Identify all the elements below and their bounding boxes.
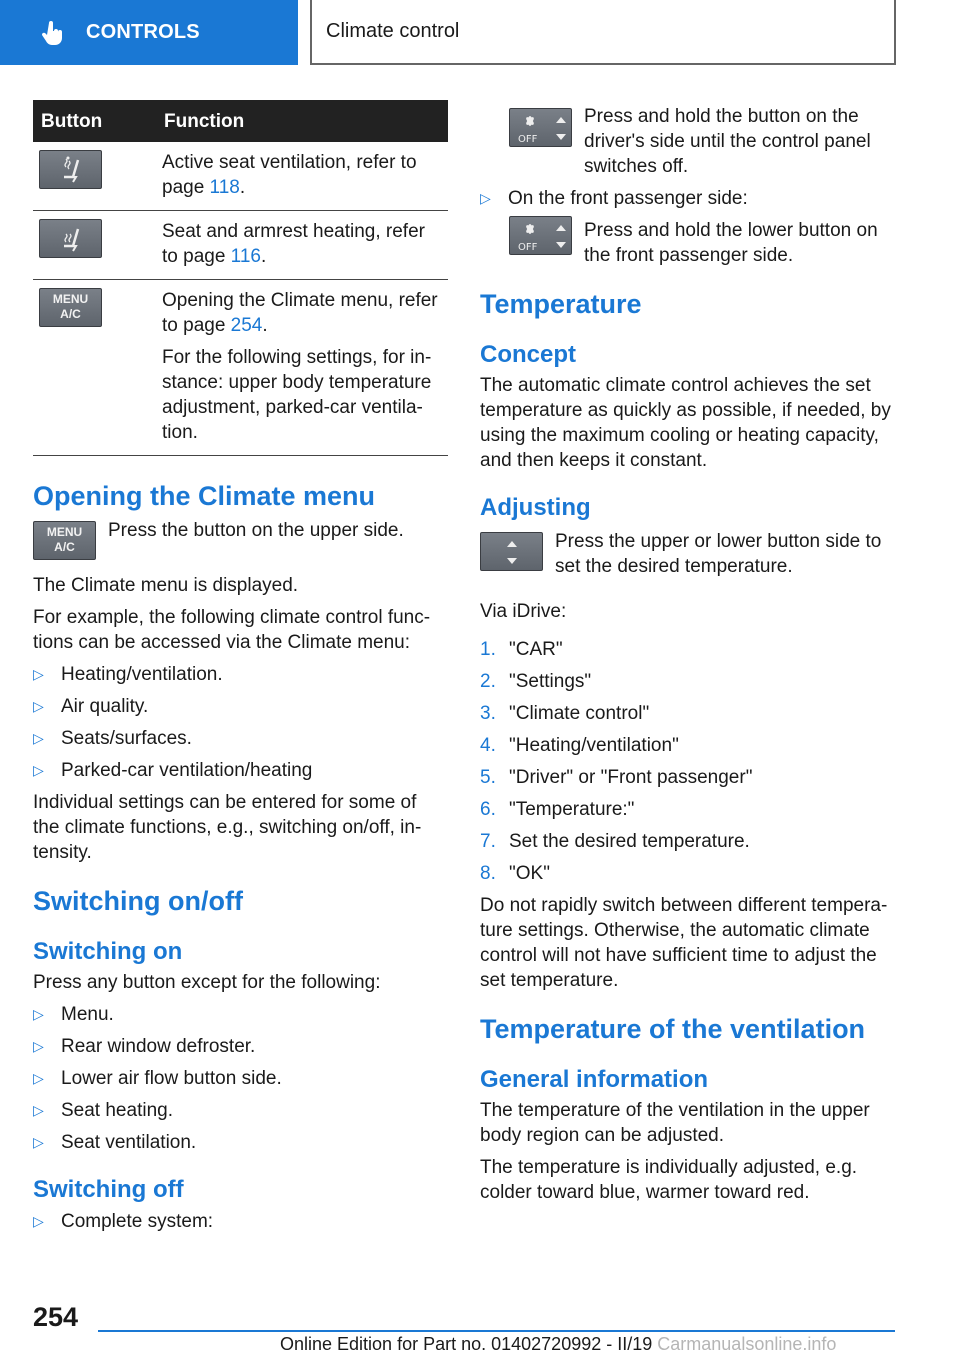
passenger-list [480,186,900,211]
list-item: ▷ On the front passenger side: [480,186,900,211]
fan-off-icon [510,217,573,256]
heading-adjusting: Adjusting [480,494,591,521]
watermark: Carmanualsonline.info [657,1334,837,1354]
list-item: ▷ Lower air flow button side. [33,1066,448,1091]
right-column: OFF Press and hold the button on the driver's side until the control panel switches off. ▷ On the front passenger side: OFF Press and hold the lower button on the front passenger side. Temperature Concept The automatic climate control achieves the set temperature as quickly as possible, if needed, by using the maximum cooling or heating capacity, and then keeps it constant. Adjusting Press the upper or lower button side to set the desired temperature. Via iDrive: 1. "CAR" 2. "Settings" 3. "Climate control" 4. "Heating/ventilation" 5. "Driver" or "Front passenger" 6. "Temperature:" 7. Set the desired temperature. 8. "OK" Do not rapidly switch between different temperature settings. Otherwise, the automatic climate control will not have sufficient time to adjust the set temperature. Temperature of the ventilation General information The temperature of the ventilation in the upper body region can be adjusted. The temperature is individually adjusted, e.g. colder toward blue, warmer toward red. [480,104,900,1205]
menu-ac-label: MENU A/C [52,292,89,321]
section-tab[interactable] [0,0,298,65]
heading-opening-climate-menu: Opening the Climate menu [33,481,376,511]
section-label: CONTROLS [86,21,200,43]
fan-off-button [509,108,572,147]
svg-text:OFF: OFF [518,242,538,253]
page-link-116[interactable]: 116 [230,246,261,267]
hand-pointer-icon [40,20,66,46]
col-header-function: Function [156,100,448,142]
page-number: 254 [33,1302,79,1332]
menu-ac-button [39,288,102,327]
up-down-arrows-icon [481,533,544,572]
list-item: 3. "Climate control" [480,703,650,724]
climate-functions-list [33,662,448,783]
table-row: MENU A/C Opening the Climate menu, refer to page 254. For the following settings, for instance: upper body temperature adjustment, parked-car ventilation. [33,280,448,456]
list-item: ▷ Heating/ventilation. [33,662,448,687]
page-link-118[interactable]: 118 [209,177,240,198]
seat-heating-icon [40,220,103,259]
menu-ac-button: MENU A/C [33,521,96,560]
svg-text:OFF: OFF [518,134,538,145]
button-function-table [33,100,448,456]
list-item: 7. Set the desired temperature. [480,831,750,852]
chapter-title [310,0,896,65]
heading-switching-on: Switching on [33,938,183,965]
temperature-updown-button [480,532,543,571]
heading-switching-on-off: Switching on/off [33,886,243,916]
seat-ventilation-icon [40,151,103,190]
col-header-button: Button [33,100,156,142]
list-item: ▷ Air quality. [33,694,448,719]
list-item: 4. "Heating/ventilation" [480,735,679,756]
list-item: ▷ Complete system: [33,1209,448,1234]
list-item: ▷ Parked-car ventilation/heating [33,758,448,783]
footer-divider [98,1330,895,1332]
switch-off-list [33,1209,448,1234]
list-item: 2. "Settings" [480,671,592,692]
idrive-steps-list [480,637,900,886]
list-item: ▷ Seat ventilation. [33,1130,448,1155]
heading-switching-off: Switching off [33,1176,184,1203]
heading-temperature-ventilation: Temperature of the ventilation [480,1014,866,1044]
list-item: 8. "OK" [480,863,550,884]
heading-temperature: Temperature [480,289,642,319]
switch-on-exceptions-list [33,1002,448,1155]
list-item: ▷ Menu. [33,1002,448,1027]
seat-ventilation-button [39,150,102,189]
left-column: Button Function Active seat ventilation, refer to page 118. Seat and armrest heating, refer to page 116. MENU A/C Opening the Climate menu, refer to page 254. For the following settings, for instance: upper body temperature adjustment, parked-car ventilation. Opening the Climate menu MENU A/C Press the button on the upper side. The Climate menu is displayed. For example, the following climate control functions can be accessed via the Climate menu: ▷ Heating/ventilation. ▷ Air quality. ▷ Seats/surfaces. ▷ Parked-car ventilation/heating Individual settings can be entered for some of the climate functions, e.g., switching on/off, intensity. Switching on/off Switching on Press any button except for the following: ▷ Menu. ▷ Rear window defroster. ▷ Lower air flow button side. ▷ Seat heating. ▷ Seat ventilation. Switching off ▷ Complete system: [33,100,448,1241]
chapter-title-text: Climate control [326,20,460,42]
list-item: 5. "Driver" or "Front passenger" [480,767,753,788]
heading-general-information: General information [480,1066,709,1093]
fan-off-icon [510,109,573,148]
table-row: Active seat ventilation, refer to page 118. [33,142,448,211]
table-row: Seat and armrest heating, refer to page 116. [33,211,448,280]
row-note: For the following settings, for instance: upper body temperature adjustment, parked-car ventilation. [162,347,432,443]
fan-off-button-passenger [509,216,572,255]
table-header-row [33,100,448,142]
list-item: 1. "CAR" [480,639,563,660]
page-link-254[interactable]: 254 [230,315,263,336]
list-item: ▷ Seats/surfaces. [33,726,448,751]
list-item: ▷ Seat heating. [33,1098,448,1123]
heading-concept: Concept [480,341,576,368]
list-item: ▷ Rear window defroster. [33,1034,448,1059]
footer-edition: Online Edition for Part no. 01402720992 - II/19 Carmanualsonline.info [280,1334,837,1354]
list-item: 6. "Temperature:" [480,799,635,820]
seat-heating-button [39,219,102,258]
